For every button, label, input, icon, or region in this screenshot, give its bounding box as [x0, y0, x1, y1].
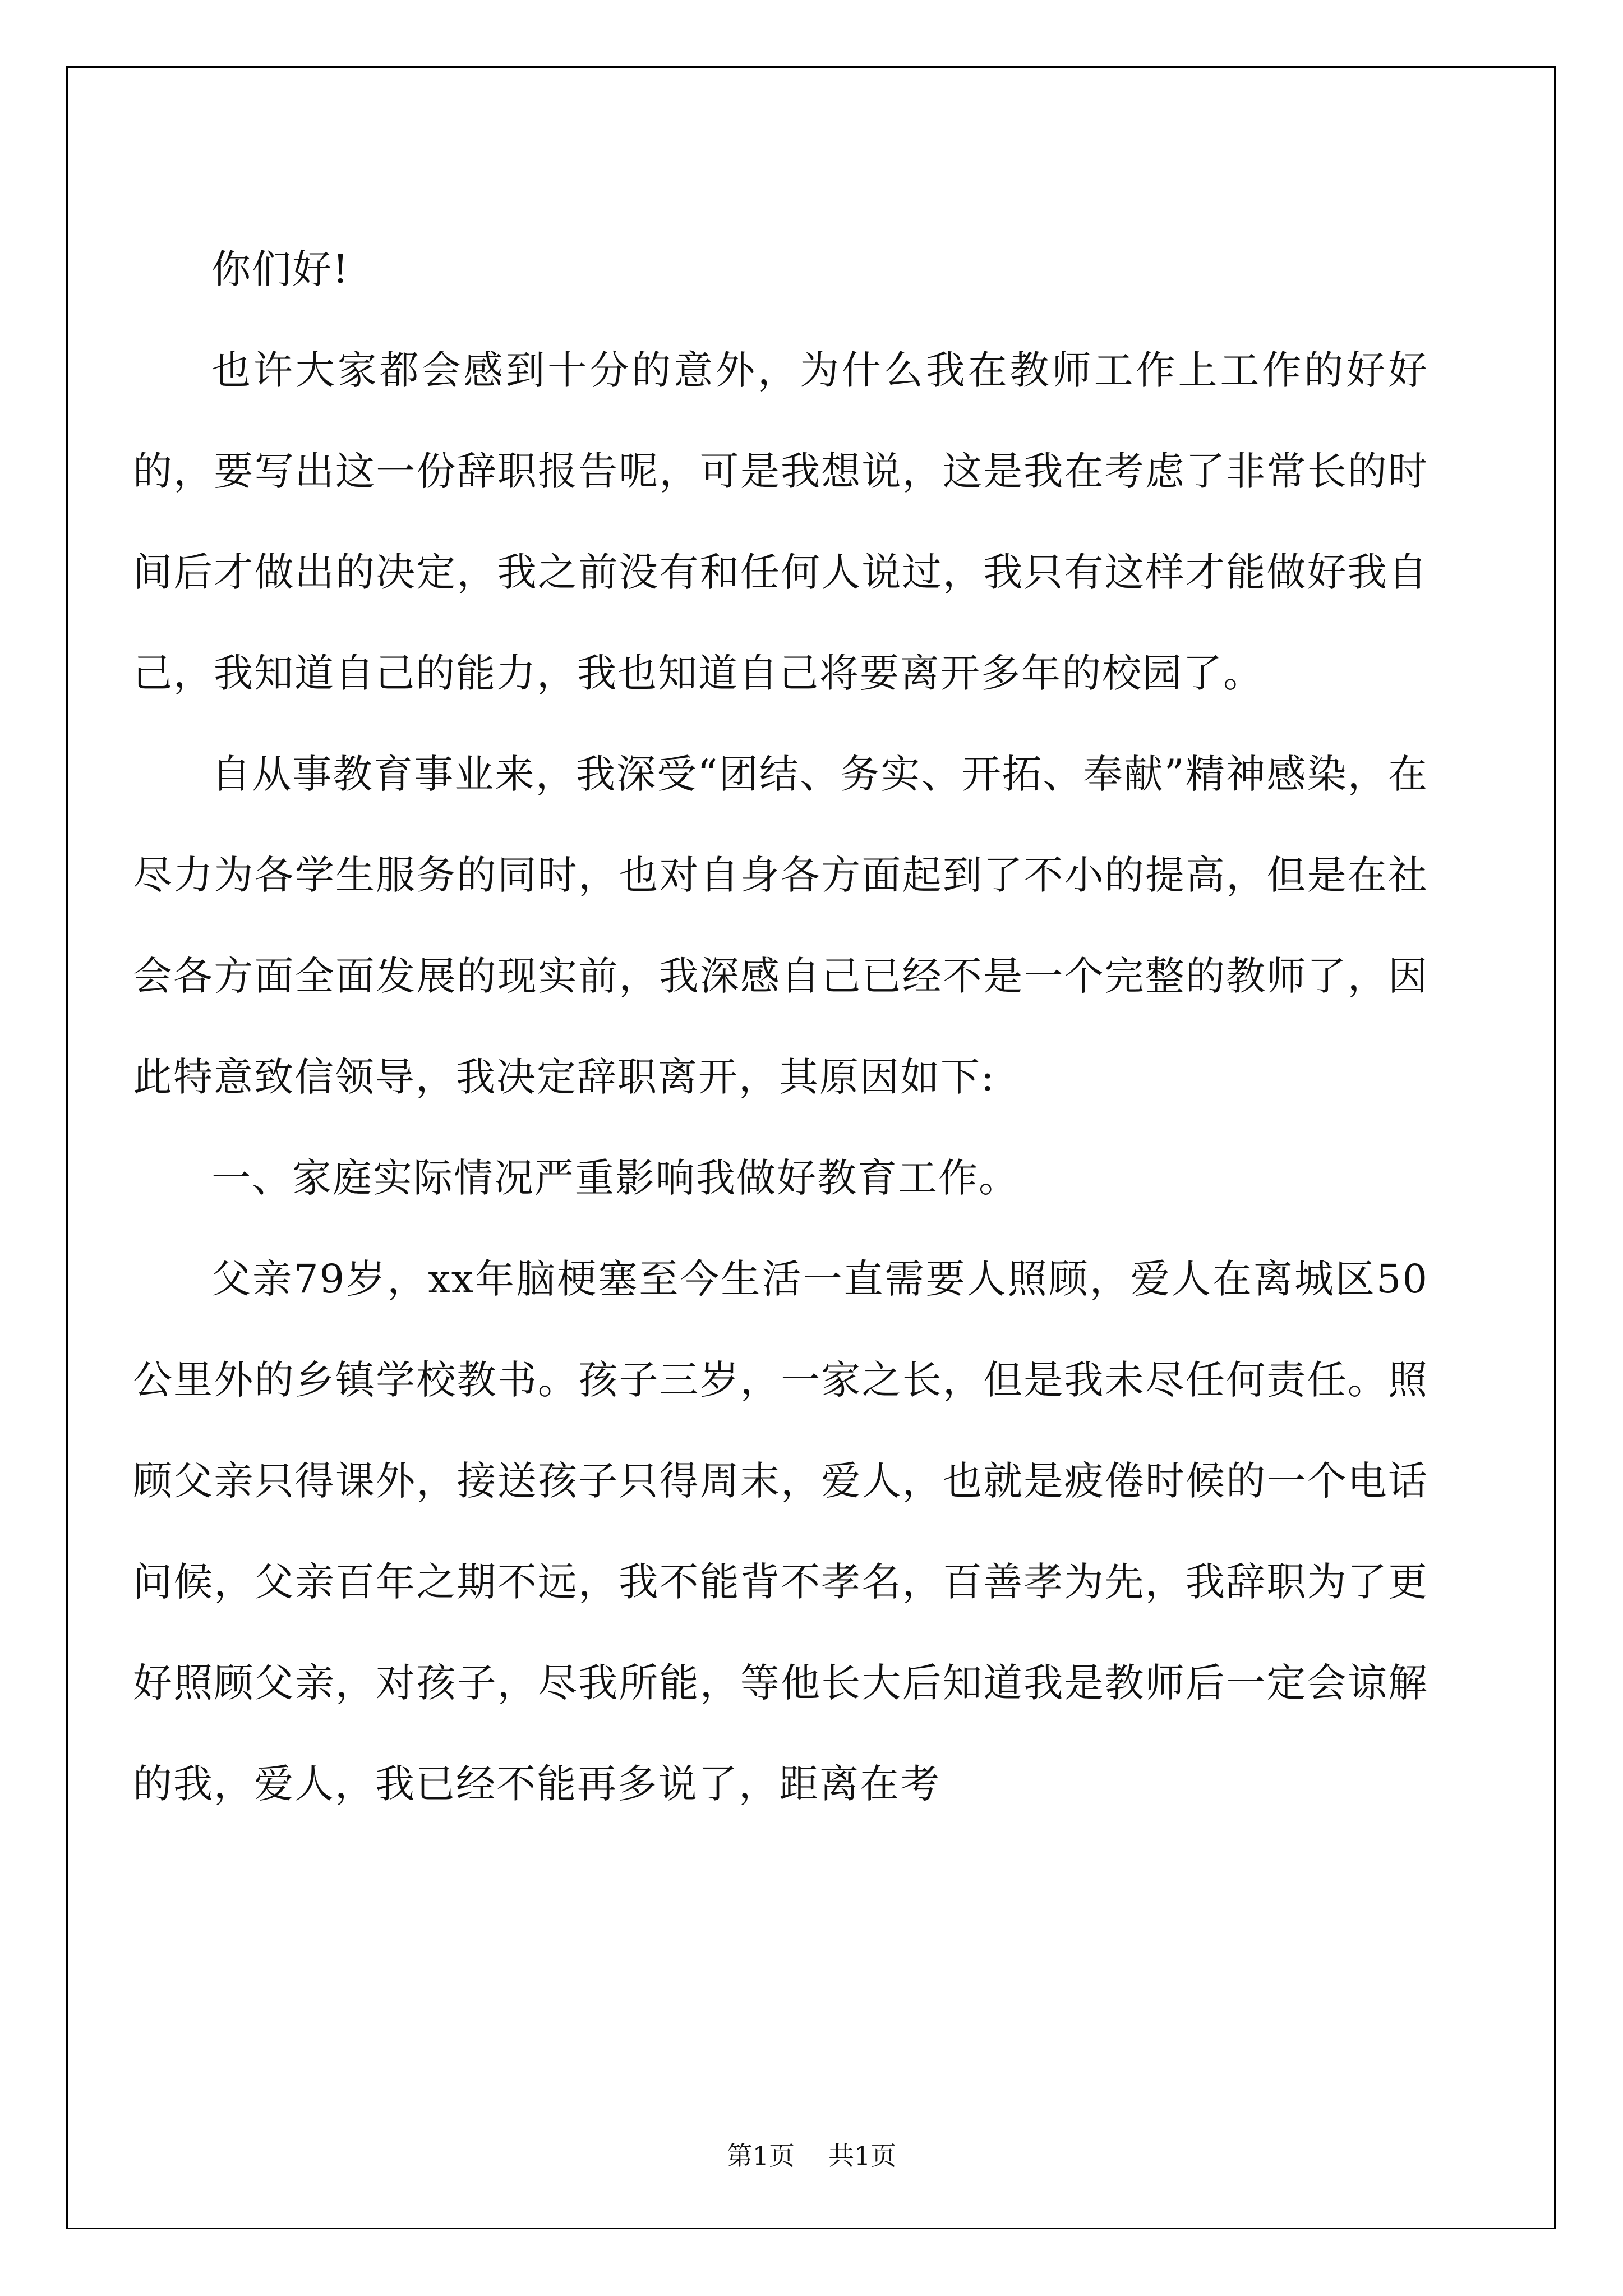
- paragraph: 父亲79岁，xx年脑梗塞至今生活一直需要人照顾，爱人在离城区50公里外的乡镇学校教书。孩子三岁，一家之长，但是我未尽任何责任。照顾父亲只得课外，接送孩子只得周末，爱人，也就是疲倦时候的一个电话问候，父亲百年之期不远，我不能背不孝名，百善孝为先，我辞职为了更好照顾父亲，对孩子，尽我所能，等他长大后知道我是教师后一定会谅解的我，爱人，我已经不能再多说了，距离在考: [133, 1256, 1428, 1807]
- page-number: 第1页: [726, 2141, 795, 2171]
- page-total: 共1页: [828, 2141, 897, 2171]
- section-heading: 一、家庭实际情况严重影响我做好教育工作。: [211, 1155, 1019, 1201]
- paragraph: 自从事教育事业来，我深受“团结、务实、开拓、奉献”精神感染，在尽力为各学生服务的同时，也对自身各方面起到了不小的提高，但是在社会各方面全面发展的现实前，我深感自己已经不是一个完整的教师了，因此特意致信领导，我决定辞职离开，其原因如下:: [133, 751, 1428, 1100]
- greeting-line: 你们好!: [211, 246, 350, 292]
- document-body: [133, 219, 1428, 1834]
- page-footer: [0, 2139, 1623, 2173]
- paragraph: 也许大家都会感到十分的意外，为什么我在教师工作上工作的好好的，要写出这一份辞职报告呢，可是我想说，这是我在考虑了非常长的时间后才做出的决定，我之前没有和任何人说过，我只有这样才能做好我自己，我知道自己的能力，我也知道自己将要离开多年的校园了。: [133, 347, 1428, 696]
